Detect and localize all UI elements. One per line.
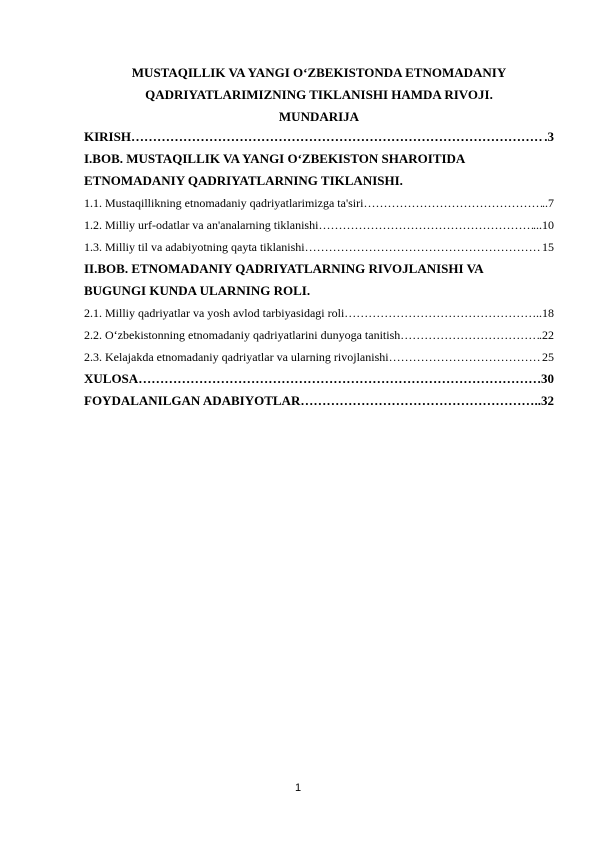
toc-entry-label: 2.2. O‘zbekistonning etnomadaniy qadriyatlarini dunyoga tanitish bbox=[84, 328, 401, 342]
toc-entry-page: .22 bbox=[539, 328, 554, 342]
document-title-line-1: MUSTAQILLIK VA YANGI O‘ZBEKISTONDA ETNOMADANIY bbox=[131, 65, 507, 80]
toc-chapter-1-line-2[interactable]: ETNOMADANIY QADRIYATLARNING TIKLANISHI. bbox=[84, 173, 403, 188]
toc-entry-page: 15 bbox=[542, 240, 554, 254]
toc-entry-1-1[interactable] bbox=[84, 192, 554, 214]
toc-chapter-2-line-2[interactable]: BUGUNGI KUNDA ULARNING ROLI. bbox=[84, 283, 311, 298]
toc-entry-2-1[interactable] bbox=[84, 302, 554, 324]
toc-chapter-2-line-1[interactable]: II.BOB. ETNOMADANIY QADRIYATLARNING RIVOJLANISHI VA bbox=[84, 261, 484, 276]
document-title-line-2: QADRIYATLARIMIZNING TIKLANISHI HAMDA RIVOJI. bbox=[145, 87, 493, 102]
toc-dot-leader bbox=[318, 214, 533, 236]
toc-dot-leader bbox=[138, 368, 541, 390]
toc-entry-page: ...10 bbox=[533, 218, 554, 232]
toc-entry-label: 2.1. Milliy qadriyatlar va yosh avlod tarbiyasidagi roli bbox=[84, 306, 345, 320]
toc-entry-label: 1.2. Milliy urf-odatlar va an'analarning tiklanishi bbox=[84, 218, 319, 232]
toc-dot-leader bbox=[344, 302, 536, 324]
toc-entry-page: ..32 bbox=[534, 393, 554, 408]
toc-entry-page: ..18 bbox=[536, 306, 554, 320]
toc-chapter-1-line-1[interactable]: I.BOB. MUSTAQILLIK VA YANGI O‘ZBEKISTON SHAROITIDA bbox=[84, 151, 466, 166]
toc-entry-label: FOYDALANILGAN ADABIYOTLAR bbox=[84, 393, 301, 408]
toc-entry-page: ..7 bbox=[542, 196, 554, 210]
toc-entry-label: 2.3. Kelajakda etnomadaniy qadriyatlar va ularning rivojlanishi bbox=[84, 350, 389, 364]
toc-entry-kirish[interactable] bbox=[84, 126, 554, 148]
toc-entry-1-2[interactable] bbox=[84, 214, 554, 236]
toc-entry-label: XULOSA bbox=[84, 371, 139, 386]
toc-entry-page: 30 bbox=[541, 371, 554, 386]
toc-entry-label: 1.3. Milliy til va adabiyotning qayta tiklanishi bbox=[84, 240, 305, 254]
toc-entry-page: 25 bbox=[542, 350, 554, 364]
toc-entry-label: 1.1. Mustaqillikning etnomadaniy qadriyatlarimizga ta'siri bbox=[84, 196, 364, 210]
page-number: 1 bbox=[294, 782, 302, 794]
toc-entry-xulosa[interactable] bbox=[84, 368, 554, 390]
toc-entry-2-3[interactable] bbox=[84, 346, 554, 368]
toc-entry-label: KIRISH bbox=[84, 129, 131, 144]
toc-entry-adabiyotlar[interactable] bbox=[84, 390, 554, 412]
toc-dot-leader bbox=[400, 324, 539, 346]
table-of-contents-heading: MUNDARIJA bbox=[278, 109, 360, 124]
toc-entry-2-2[interactable] bbox=[84, 324, 554, 346]
toc-dot-leader bbox=[300, 390, 534, 412]
table-of-contents bbox=[84, 126, 554, 412]
toc-dot-leader bbox=[389, 346, 542, 368]
toc-dot-leader bbox=[131, 126, 544, 148]
toc-entry-1-3[interactable] bbox=[84, 236, 554, 258]
toc-entry-page: .3 bbox=[544, 129, 554, 144]
toc-dot-leader bbox=[305, 236, 542, 258]
toc-dot-leader bbox=[363, 192, 542, 214]
